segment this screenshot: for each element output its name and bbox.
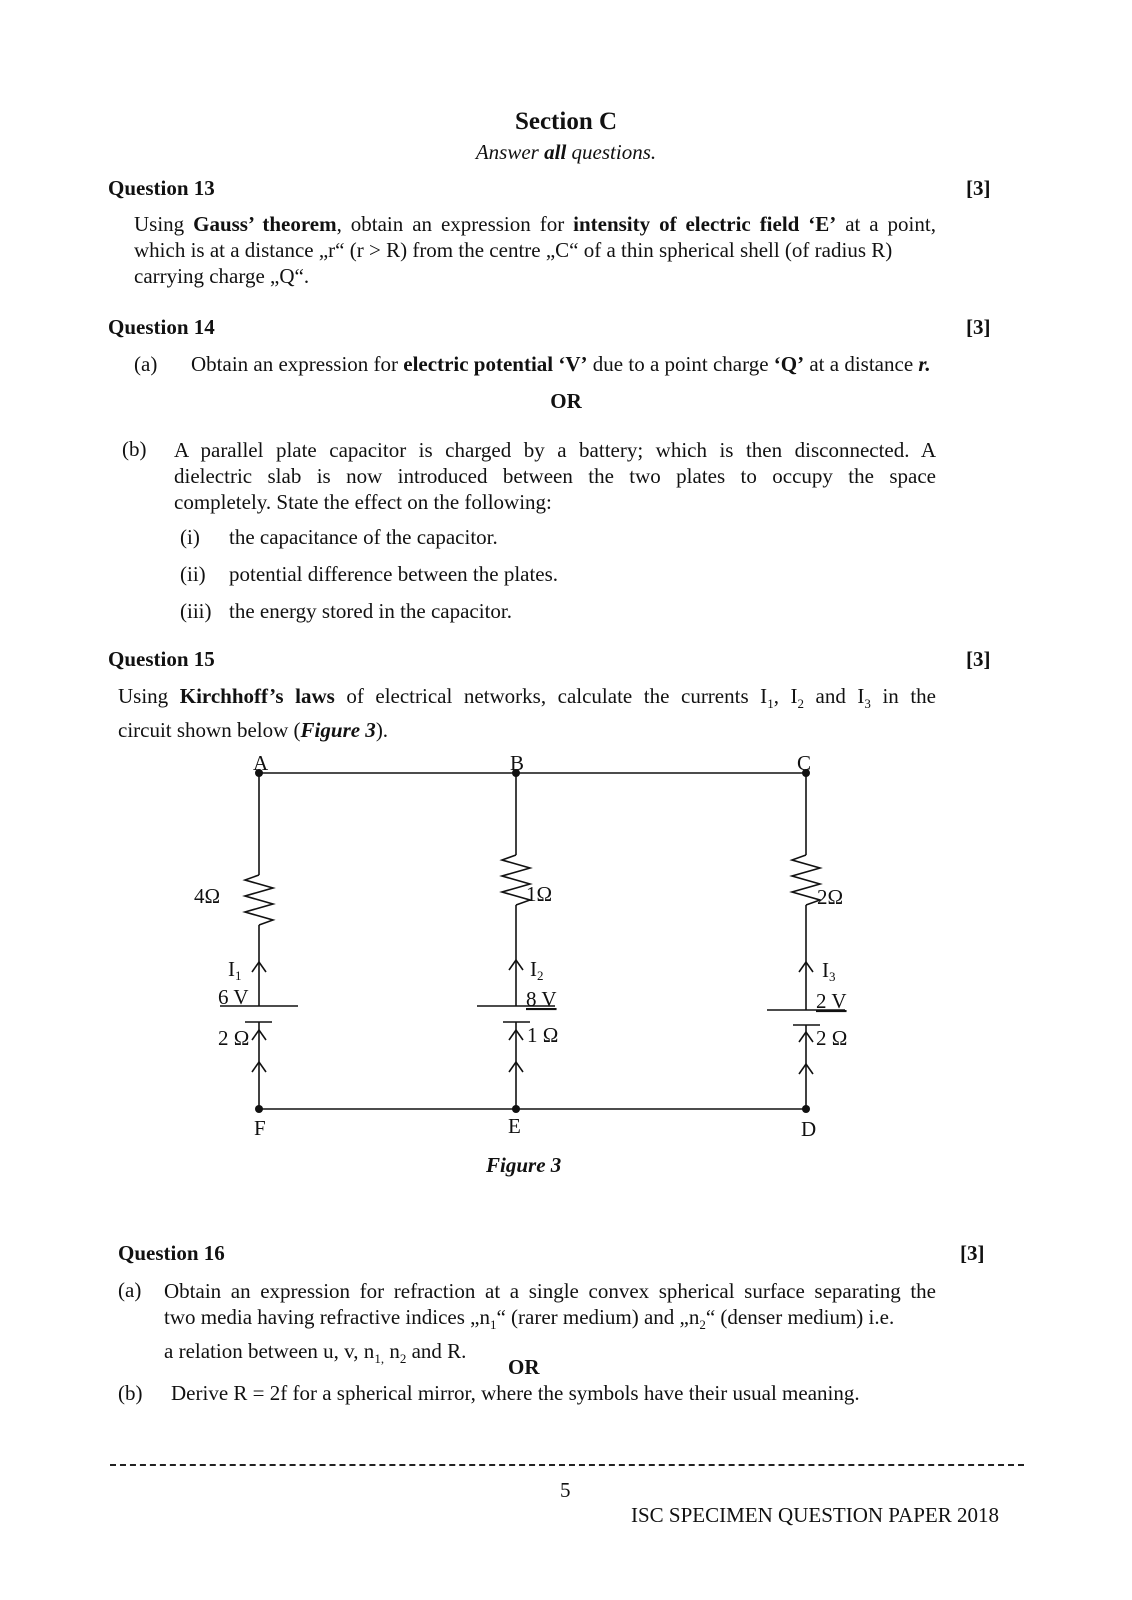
question-13-text: Using Gauss’ theorem, obtain an expression for intensity of electric field ‘E’ at a point, which is at a distance „r“ (r > R) from the centre „C“ of a thin spherical shell (of radius R) carrying charge „Q“. — [134, 212, 936, 288]
section-instruction: Answer all questions. — [475, 140, 657, 164]
section-title: Section C — [514, 108, 618, 135]
question-15-marks: [3] — [966, 647, 991, 671]
internal-right-label: 2 Ω — [816, 1026, 848, 1050]
circuit-diagram — [0, 740, 1132, 1190]
question-14-marks: [3] — [966, 315, 991, 339]
resistor-left-label: 4Ω — [194, 884, 221, 908]
question-14b-label: (b) — [122, 437, 147, 461]
internal-middle-label: 1 Ω — [527, 1023, 559, 1047]
question-14b-item-text: the capacitance of the capacitor. — [229, 525, 498, 549]
question-14b-item-text: the energy stored in the capacitor. — [229, 599, 513, 623]
paper-title: ISC SPECIMEN QUESTION PAPER 2018 — [631, 1503, 999, 1527]
junction-dot-f — [255, 1105, 263, 1113]
emf-right-label: 2 V — [816, 989, 847, 1013]
question-14b-text: A parallel plate capacitor is charged by a battery; which is then disconnected. A dielectric slab is now introduced between the two plates to occupy the space completely. State the effect on the following: — [174, 438, 936, 514]
question-13-heading: Question 13 — [108, 176, 215, 200]
question-14a-text: Obtain an expression for electric potential ‘V’ due to a point charge ‘Q’ at a distance r. — [191, 352, 931, 376]
current-right-label: I3 — [822, 958, 836, 984]
question-15-heading: Question 15 — [108, 647, 215, 671]
question-14-heading: Question 14 — [108, 315, 215, 339]
footer-divider — [110, 1464, 1024, 1466]
node-label-e: E — [508, 1114, 521, 1138]
question-14b-item-num: (iii) — [180, 599, 212, 623]
figure-caption: Figure 3 — [486, 1153, 562, 1177]
question-14-or: OR — [550, 389, 582, 413]
junction-dot-d — [802, 1105, 810, 1113]
node-label-d: D — [801, 1117, 817, 1141]
page-number: 5 — [560, 1478, 571, 1502]
current-left-label: I1 — [228, 957, 242, 983]
question-13-marks: [3] — [966, 176, 991, 200]
resistor-left — [245, 875, 273, 925]
question-16b-label: (b) — [118, 1381, 143, 1405]
question-14a-label: (a) — [134, 352, 158, 376]
question-14b-item-num: (i) — [180, 525, 200, 549]
internal-left-label: 2 Ω — [218, 1026, 250, 1050]
node-label-c: C — [797, 751, 812, 775]
emf-left-label: 6 V — [218, 985, 249, 1009]
node-label-a: A — [253, 751, 269, 775]
resistor-right-label: 2Ω — [817, 885, 844, 909]
question-16-heading: Question 16 — [118, 1241, 225, 1265]
question-16-or: OR — [508, 1355, 540, 1379]
question-16-marks: [3] — [960, 1241, 985, 1265]
question-15-text: Using Kirchhoff’s laws of electrical networks, calculate the currents $I_1$, $I_2$ and $I_3$ in the circuit shown below (Figure 3). — [118, 684, 936, 743]
junction-dot-e — [512, 1105, 520, 1113]
question-14b-item-text: potential difference between the plates. — [229, 562, 559, 586]
question-16b-text: Derive R = 2f for a spherical mirror, where the symbols have their usual meaning. — [171, 1381, 860, 1405]
resistor-middle-label: 1Ω — [526, 882, 553, 906]
question-16a-text: Obtain an expression for refraction at a single convex spherical surface separating the two media having refractive indices $„n_1“$ (rarer medium) and $„n_2“$ (denser medium) i.e. a relation between u, v, $n_{1,}$ $n_2$ and R. — [164, 1279, 936, 1367]
question-16a-label: (a) — [118, 1278, 142, 1302]
emf-middle-label: 8 V — [526, 987, 557, 1011]
resistor-right — [792, 855, 820, 905]
node-label-b: B — [510, 751, 525, 775]
node-label-f: F — [254, 1116, 266, 1140]
current-middle-label: I2 — [530, 957, 544, 983]
question-14b-item-num: (ii) — [180, 562, 206, 586]
